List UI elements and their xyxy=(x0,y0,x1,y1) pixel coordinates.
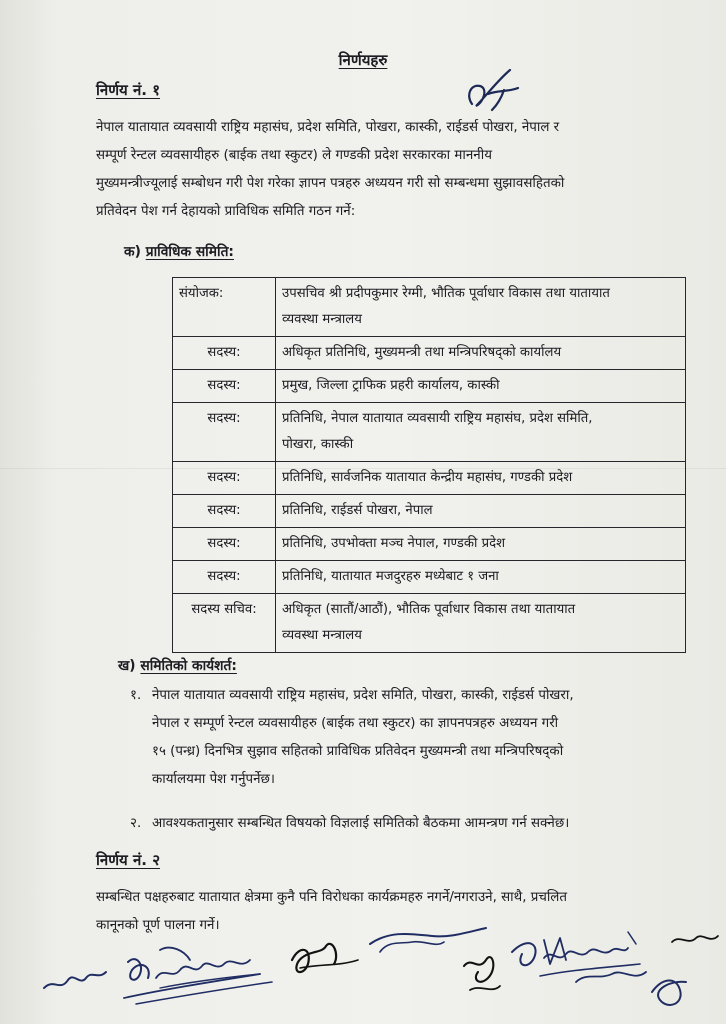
item-line: नेपाल यातायात व्यवसायी राष्ट्रिय महासंघ, प्रदेश समिति, पोखरा, कास्की, राईडर्स पोखरा, xyxy=(152,688,574,703)
role-cell: सदस्य: xyxy=(173,528,276,561)
committee-table xyxy=(172,277,686,653)
member-cell xyxy=(276,278,686,337)
member-line: अधिकृत प्रतिनिधि, मुख्यमन्त्री तथा मन्त्रिपरिषद्को कार्यालय xyxy=(282,345,562,360)
member-line: अधिकृत (सातौं/आठौं), भौतिक पूर्वाधार विकास तथा यातायात xyxy=(282,602,576,617)
section-ka-title: प्राविधिक समिति: xyxy=(145,244,234,260)
handwritten-date-note xyxy=(150,944,270,994)
table-row xyxy=(173,337,686,370)
table-row xyxy=(173,528,686,561)
member-line: प्रतिनिधि, यातायात मजदुरहरु मध्येबाट १ जना xyxy=(282,569,499,584)
member-line: उपसचिव श्री प्रदीपकुमार रेग्मी, भौतिक पूर्वाधार विकास तथा यातायात xyxy=(282,286,610,301)
role-cell: सदस्य: xyxy=(173,561,276,594)
item-line: नेपाल र सम्पूर्ण रेन्टल व्यवसायीहरु (बाईक तथा स्कुटर) का ज्ञापनपत्रहरु अध्ययन गरी xyxy=(152,716,559,731)
role-cell: सदस्य: xyxy=(173,337,276,370)
table-row xyxy=(173,594,686,653)
member-cell xyxy=(276,561,686,594)
member-line: व्यवस्था मन्त्रालय xyxy=(282,628,362,643)
decision-1-paragraph xyxy=(96,114,688,226)
item-line: आवश्यकतानुसार सम्बन्धित विषयको विज्ञलाई समितिको बैठकमा आमन्त्रण गर्न सक्नेछ। xyxy=(152,816,570,831)
role-cell: सदस्य: xyxy=(173,370,276,403)
section-ka-prefix: क) xyxy=(124,244,141,260)
role-cell: सदस्य: xyxy=(173,462,276,495)
table-row xyxy=(173,561,686,594)
item-text xyxy=(152,810,692,838)
member-line: प्रतिनिधि, उपभोक्ता मञ्च नेपाल, गण्डकी प्रदेश xyxy=(282,536,506,551)
paragraph-line: नेपाल यातायात व्यवसायी राष्ट्रिय महासंघ, प्रदेश समिति, पोखरा, कास्की, राईडर्स पोखरा, नेपाल र xyxy=(96,120,560,135)
item-line: १५ (पन्ध्र) दिनभित्र सुझाव सहितको प्राविधिक प्रतिवेदन मुख्यमन्त्री तथा मन्त्रिपरिषद्को xyxy=(152,744,564,759)
table-row xyxy=(173,370,686,403)
handwritten-date-note-2 xyxy=(540,938,630,978)
member-line: प्रमुख, जिल्ला ट्राफिक प्रहरी कार्यालय, कास्की xyxy=(282,378,500,393)
role-cell: सदस्य सचिव: xyxy=(173,594,276,653)
table-row xyxy=(173,278,686,337)
table-row xyxy=(173,495,686,528)
table-row xyxy=(173,403,686,462)
section-kha-prefix: ख) xyxy=(118,658,136,674)
member-cell xyxy=(276,594,686,653)
member-line: प्रतिनिधि, नेपाल यातायात व्यवसायी राष्ट्रिय महासंघ, प्रदेश समिति, xyxy=(282,411,593,426)
paragraph-line: कानूनको पूर्ण पालना गर्ने। xyxy=(96,918,220,933)
table-row xyxy=(173,462,686,495)
role-cell: संयोजक: xyxy=(173,278,276,337)
member-cell xyxy=(276,403,686,462)
member-line: प्रतिनिधि, सार्वजनिक यातायात केन्द्रीय महासंघ, गण्डकी प्रदेश xyxy=(282,470,573,485)
member-cell xyxy=(276,337,686,370)
terms-item-2 xyxy=(130,810,696,840)
paragraph-line: मुख्यमन्त्रीज्यूलाई सम्बोधन गरी पेश गरेका ज्ञापन पत्रहरु अध्ययन गरी सो सम्बन्धमा सुझावसहितको xyxy=(96,176,565,191)
member-line: पोखरा, कास्की xyxy=(282,437,354,452)
member-cell xyxy=(276,370,686,403)
decision-2-heading: निर्णय नं. २ xyxy=(96,851,161,869)
section-ka-heading xyxy=(124,242,234,261)
paragraph-line: सम्बन्धित पक्षहरुबाट यातायात क्षेत्रमा कुनै पनि विरोधका कार्यक्रमहरु नगर्ने/नगराउने, साथै, प्रचलित xyxy=(96,890,568,905)
section-kha-heading xyxy=(118,656,237,675)
section-kha-title: समितिको कार्यशर्त: xyxy=(140,658,237,674)
paragraph-line: सम्पूर्ण रेन्टल व्यवसायीहरु (बाईक तथा स्कुटर) ले गण्डकी प्रदेश सरकारका माननीय xyxy=(96,148,492,163)
decision-1-heading: निर्णय नं. १ xyxy=(96,81,161,99)
terms-item-1 xyxy=(130,682,696,798)
member-cell xyxy=(276,462,686,495)
handwritten-signature-initial xyxy=(458,66,528,118)
item-line: कार्यालयमा पेश गर्नुपर्नेछ। xyxy=(152,772,276,787)
paragraph-line: प्रतिवेदन पेश गर्न देहायको प्राविधिक समिति गठन गर्ने: xyxy=(96,204,356,219)
role-cell: सदस्य: xyxy=(173,403,276,462)
item-number: १. xyxy=(130,688,142,703)
member-line: व्यवस्था मन्त्रालय xyxy=(282,312,362,327)
item-number: २. xyxy=(130,816,142,831)
role-cell: सदस्य: xyxy=(173,495,276,528)
page-title: निर्णयहरु xyxy=(338,51,388,69)
member-line: प्रतिनिधि, राईडर्स पोखरा, नेपाल xyxy=(282,503,433,518)
item-text xyxy=(152,682,692,794)
member-cell xyxy=(276,495,686,528)
member-cell xyxy=(276,528,686,561)
